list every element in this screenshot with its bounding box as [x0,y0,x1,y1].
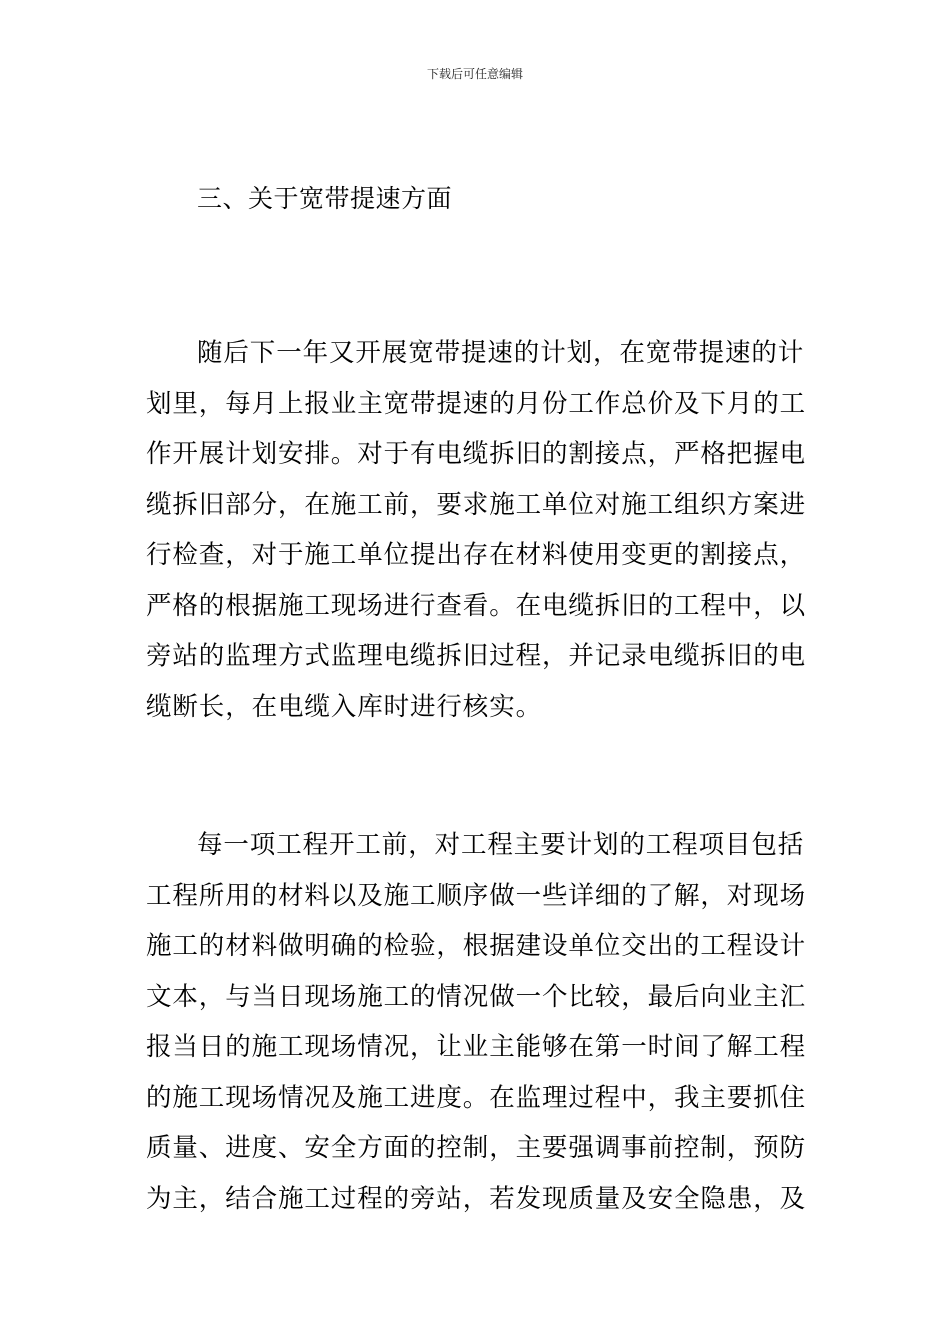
paragraph-line: 每一项工程开工前，对工程主要计划的工程项目包括 [197,830,805,860]
paragraph-line: 工程所用的材料以及施工顺序做一些详细的了解，对现场 [146,880,807,911]
paragraph-line: 为主，结合施工过程的旁站，若发现质量及安全隐患，及 [146,1183,807,1214]
paragraph-line: 作开展计划安排。对于有电缆拆旧的割接点，严格把握电 [146,439,807,469]
paragraph-line: 行检查，对于施工单位提出存在材料使用变更的割接点， [146,540,807,570]
paragraph-line: 随后下一年又开展宽带提速的计划，在宽带提速的计 [197,338,805,368]
section-heading: 三、关于宽带提速方面 [197,184,453,213]
paragraph [146,820,806,1224]
paragraph-line: 的施工现场情况及施工进度。在监理过程中，我主要抓住 [146,1082,807,1113]
paragraph-line: 旁站的监理方式监理电缆拆旧过程，并记录电缆拆旧的电 [146,641,807,671]
paragraph-line: 严格的根据施工现场进行查看。在电缆拆旧的工程中，以 [146,590,807,621]
paragraph-line: 缆拆旧部分，在施工前，要求施工单位对施工组织方案进 [146,489,807,520]
paragraph-line: 缆断长，在电缆入库时进行核实。 [146,691,543,722]
paragraph-line: 质量、进度、安全方面的控制，主要强调事前控制，预防 [146,1133,807,1163]
paragraph-line: 报当日的施工现场情况，让业主能够在第一时间了解工程 [146,1032,807,1062]
paragraph-line: 施工的材料做明确的检验，根据建设单位交出的工程设计 [146,931,807,961]
header-note: 下载后可任意编辑 [426,67,523,81]
paragraph-line: 文本，与当日现场施工的情况做一个比较，最后向业主汇 [146,981,807,1012]
paragraph-line: 划里，每月上报业主宽带提速的月份工作总价及下月的工 [146,388,807,419]
paragraph [146,328,806,732]
